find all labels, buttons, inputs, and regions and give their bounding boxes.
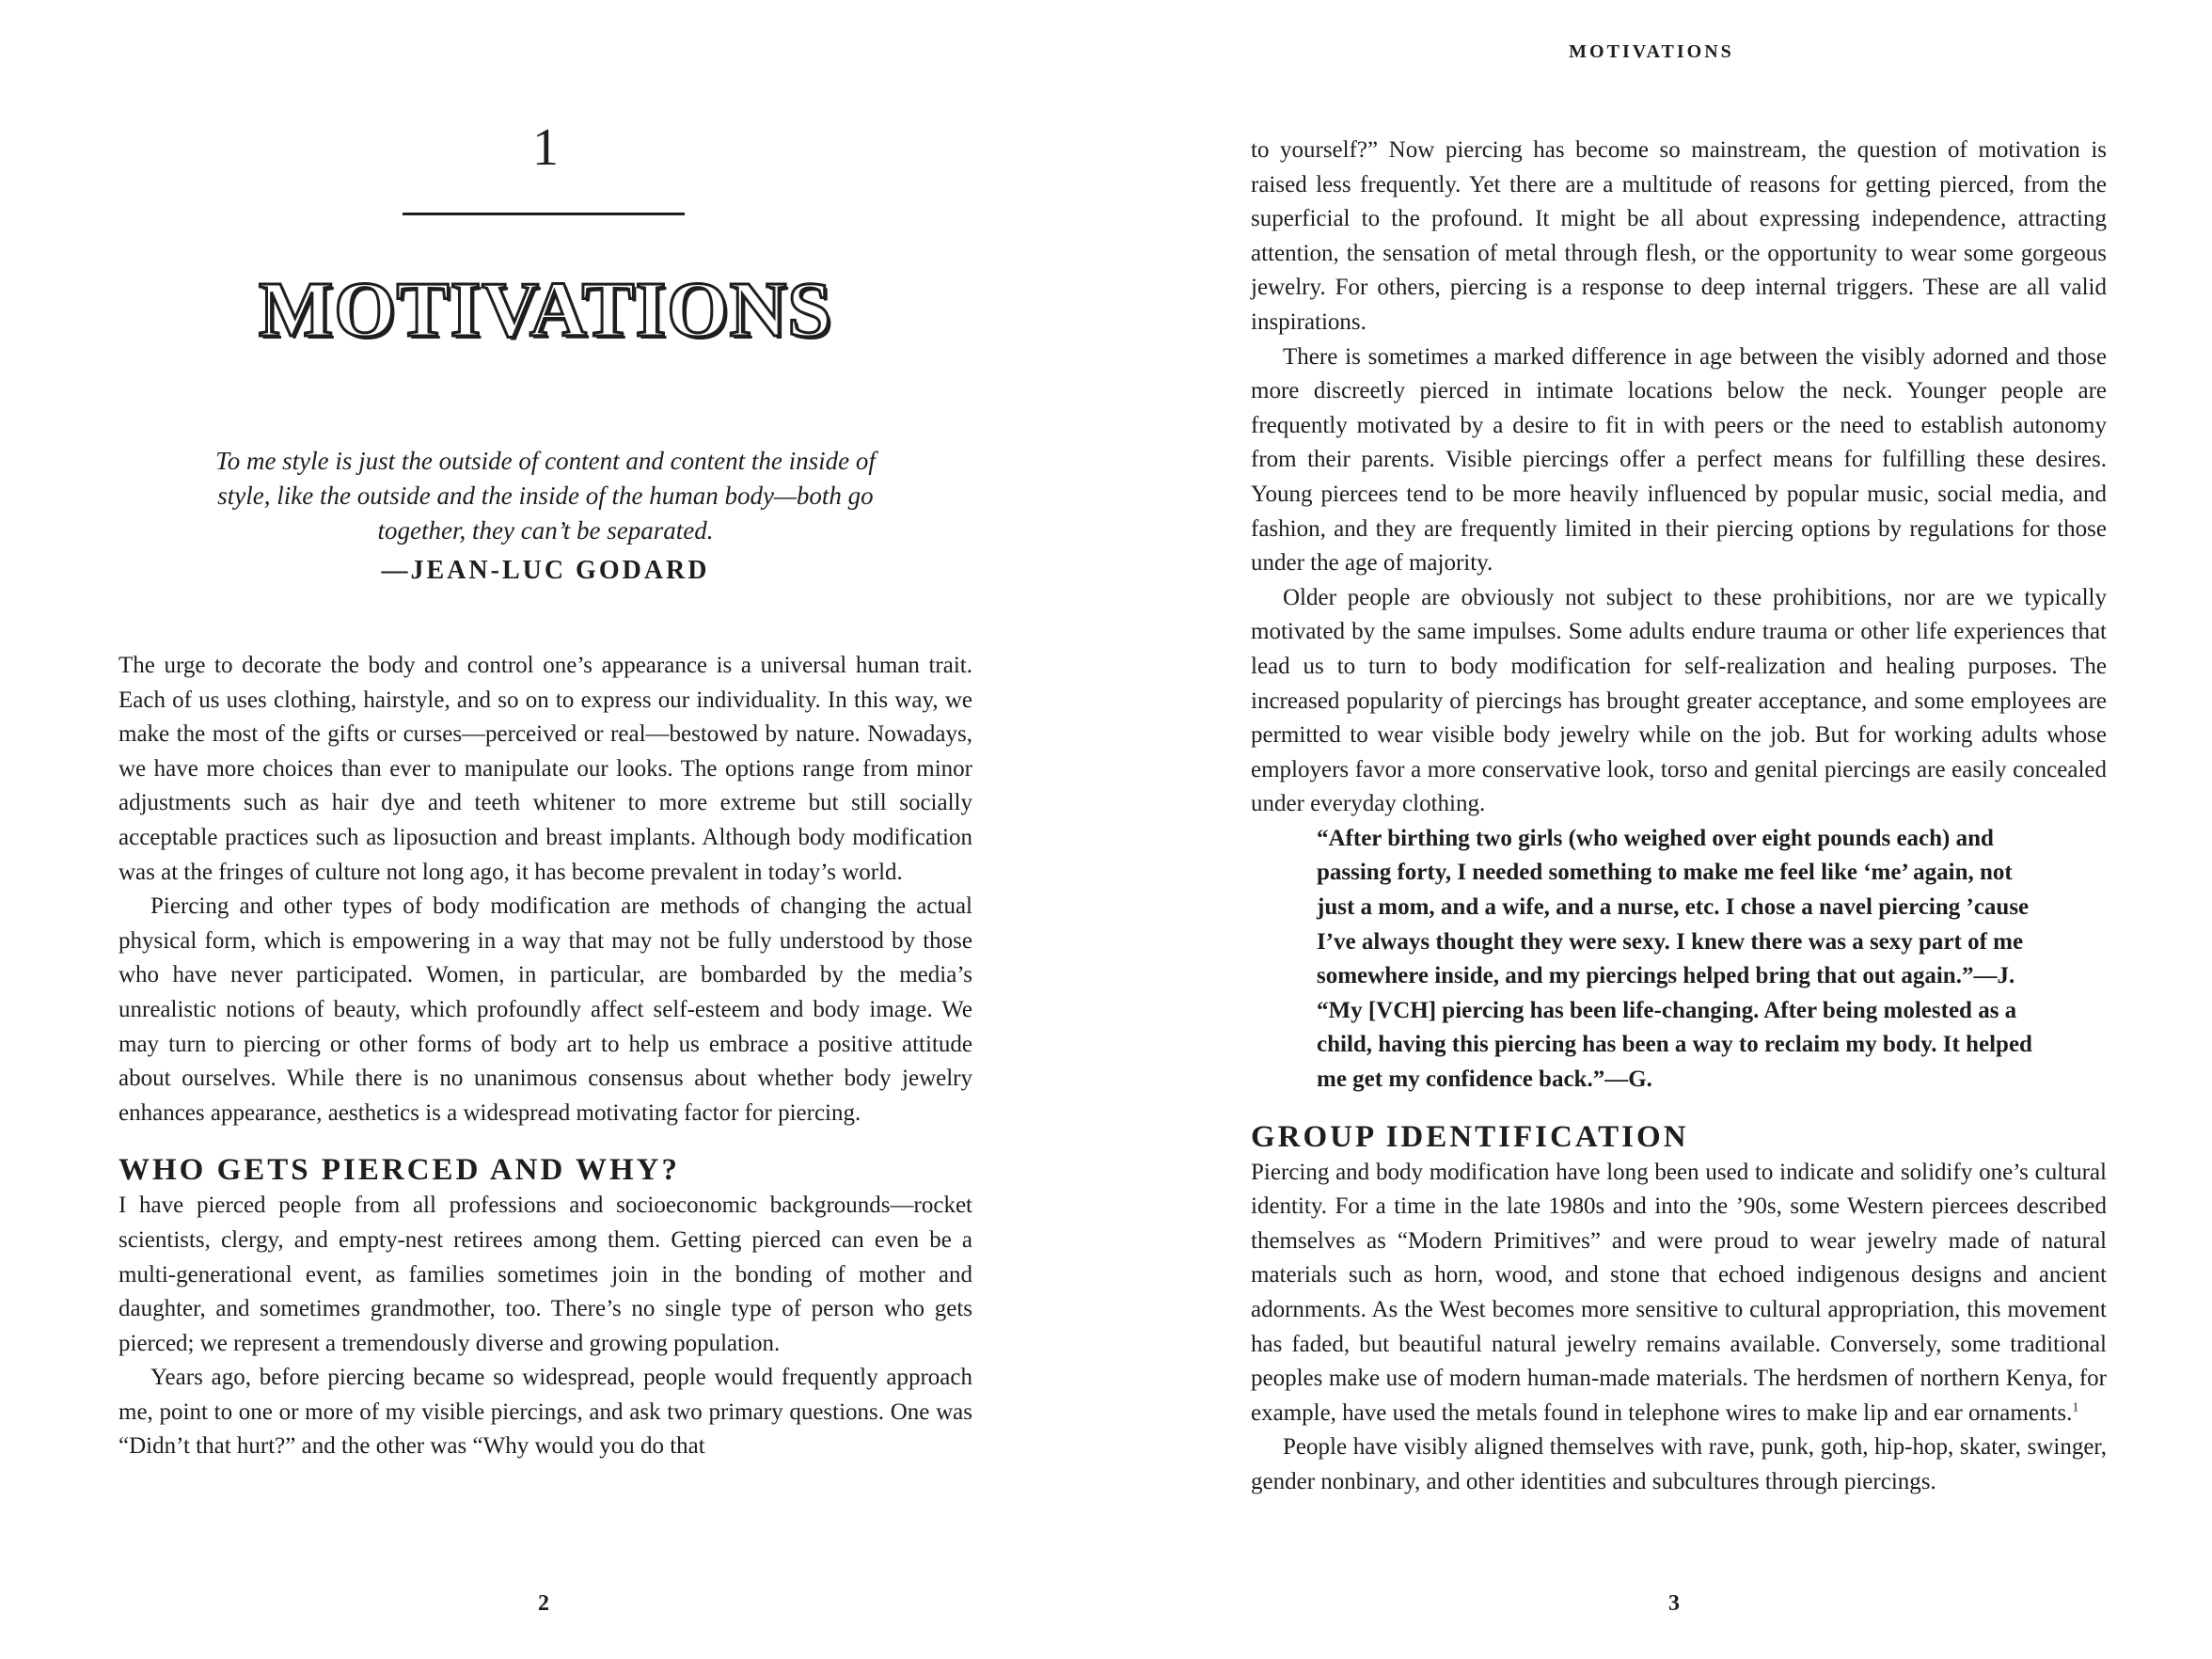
paragraph: Piercing and other types of body modification are methods of changing the actual physical form, which is empowering in a way that may not be fully understood by those who have never participated. Women, in particular, are bombarded by the media’s unrealistic notions of beauty, which profoundly affect self-esteem and body image. We may turn to piercing or other forms of body art to help us embrace a positive attitude about ourselves. While there is no unanimous consensus about whether body jewelry enhances appearance, aesthetics is a widespread motivating factor for piercing. <box>118 893 972 1126</box>
paragraph-text: Piercing and body modification have long been used to indicate and solidify one’s cultural identity. For a time in the late 1980s and into the ’90s, some Western piercees described themselves as “Modern Primitives” and were proud to wear jewelry made of natural materials such as horn, wood, and stone that echoed indigenous designs and ancient adornments. As the West becomes more sensitive to cultural appropriation, this movement has faded, but beautiful natural jewelry remains available. Conversely, some traditional peoples make use of modern human-made materials. The herdsmen of northern Kenya, for example, have used the metals found in telephone wires to make lip and ear ornaments. <box>1251 1159 2107 1426</box>
paragraph: The urge to decorate the body and control one’s appearance is a universal human trait. Each of us uses clothing, hairstyle, and so on to express our individuality. In this way, we make the most of the gifts or curses—perceived or real—bestowed by nature. Nowadays, we have more choices than ever to manipulate our looks. The options range from minor adjustments such as hair dye and teeth whitener to more extreme but still socially acceptable practices such as liposuction and breast implants. Although body modification was at the fringes of culture not long ago, it has become prevalent in today’s world. <box>118 653 972 885</box>
paragraph: There is sometimes a marked difference in age between the visibly adorned and those more discreetly pierced in intimate locations below the neck. Younger people are frequently motivated by a desire to fit in with peers or the need to establish autonomy from their parents. Visible piercings offer a perfect means for fulfilling these desires. Young piercees tend to be more heavily influenced by popular music, social media, and fashion, and they are frequently limited in their piercing options by regulations for those under the age of majority. <box>1251 343 2107 577</box>
page-number: 3 <box>1668 1591 1680 1616</box>
section-heading: GROUP IDENTIFICATION <box>1251 1119 1689 1154</box>
page-number: 2 <box>538 1591 549 1616</box>
chapter-number: 1 <box>532 118 559 177</box>
paragraph: People have visibly aligned themselves with rave, punk, goth, hip-hop, skater, swinger, gender nonbinary, and other identities and subcultures through piercings. <box>1251 1434 2107 1494</box>
running-head: MOTIVATIONS <box>1569 41 1734 62</box>
paragraph: Older people are obviously not subject to these prohibitions, nor are we typically motivated by the same impulses. Some adults endure trauma or other life experiences that lead us to turn to body modification for self-realization and healing purposes. The increased popularity of piercings has brought greater acceptance, and some employees are permitted to wear visible body jewelry while on the job. But for working adults whose employers favor a more conservative look, torso and genital piercings are easily concealed under everyday clothing. <box>1251 584 2107 817</box>
paragraph <box>1251 1156 2107 1431</box>
chapter-divider <box>403 213 685 215</box>
epigraph <box>188 444 903 588</box>
left-body-text <box>118 649 972 1464</box>
footnote-marker: 1 <box>2072 1400 2079 1415</box>
testimonial-quote: “My [VCH] piercing has been life-changing. After being molested as a child, having this piercing has been a way to reclaim my body. It helped me get my confidence back.”—G. <box>1317 997 2032 1093</box>
epigraph-author: —JEAN-LUC GODARD <box>381 556 710 585</box>
testimonial-quotes <box>1317 822 2041 1098</box>
paragraph: to yourself?” Now piercing has become so mainstream, the question of motivation is raised less frequently. Yet there are a multitude of reasons for getting pierced, from the superficial to the profound. It might be all about expressing independence, attracting attention, the sensation of metal through flesh, or the opportunity to wear some gorgeous jewelry. For others, piercing is a response to deep internal triggers. These are all valid inspirations. <box>1251 137 2107 335</box>
right-body-text <box>1251 134 2107 1500</box>
testimonial-quote: “After birthing two girls (who weighed over eight pounds each) and passing forty, I needed something to make me feel like ‘me’ again, not just a mom, and a wife, and a nurse, etc. I chose a navel piercing ’cause I’ve always thought they were sexy. I knew there was a sexy part of me somewhere inside, and my piercings helped bring that out again.”—J. <box>1317 825 2030 989</box>
paragraph: Years ago, before piercing became so widespread, people would frequently approach me, point to one or more of my visible piercings, and ask two primary questions. One was “Didn’t that hurt?” and the other was “Why would you do that <box>118 1365 972 1460</box>
paragraph: I have pierced people from all professions and socioeconomic backgrounds—rocket scientists, clergy, and empty-nest retirees among them. Getting pierced can even be a multi-generational event, as families sometimes join in the bonding of mother and daughter, and sometimes grandmother, too. There’s no single type of person who gets pierced; we represent a tremendously diverse and growing population. <box>118 1193 972 1356</box>
chapter-title: MOTIVATIONS <box>258 266 833 354</box>
epigraph-quote: To me style is just the outside of content and content the inside of style, like the outside and the inside of the human body—both go together, they can’t be separated. <box>215 447 876 545</box>
section-heading: WHO GETS PIERCED AND WHY? <box>118 1153 680 1188</box>
right-page <box>1106 0 2212 1659</box>
